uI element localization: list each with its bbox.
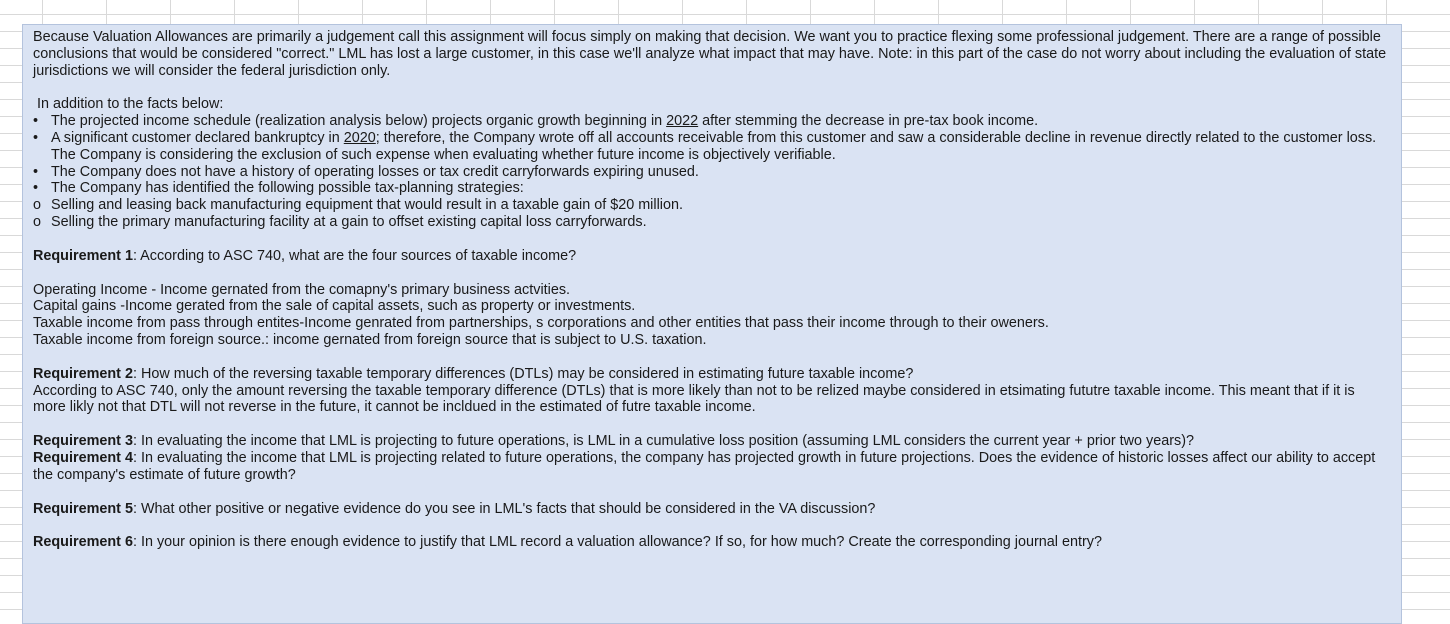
strategy-item: o Selling the primary manufacturing facility at a gain to offset existing capital loss carryforwards.: [33, 213, 647, 230]
strategy-item: o Selling and leasing back manufacturing equipment that would result in a taxable gain of $20 million.: [33, 197, 683, 214]
requirement-label: Requirement 5: [33, 500, 133, 517]
fact-item: • The Company does not have a history of operating losses or tax credit carryforwards expiring unused.: [33, 163, 699, 180]
requirement-label: Requirement 1: [33, 247, 133, 264]
requirement-label: Requirement 6: [33, 534, 133, 551]
facts-header: In addition to the facts below:: [37, 96, 224, 113]
req1-answer-line: Capital gains -Income gerated from the sale of capital assets, such as property or investments.: [33, 298, 636, 315]
requirement-1: Requirement 1: According to ASC 740, what are the four sources of taxable income?: [33, 247, 577, 264]
requirement-6: Requirement 6: In your opinion is there enough evidence to justify that LML record a valuation allowance? If so, for how much? Create the corresponding journal entry?: [33, 534, 1102, 551]
fact-item: • The Company has identified the following possible tax-planning strategies:: [33, 180, 524, 197]
bullet-icon: •: [33, 163, 39, 180]
bullet-icon: •: [33, 113, 39, 130]
requirement-label: Requirement 4: [33, 449, 133, 466]
bullet-icon: •: [33, 129, 39, 146]
bullet-icon: •: [33, 180, 39, 197]
requirement-4: Requirement 4: In evaluating the income that LML is projecting related to future operations, the company has projected growth in future projections. Does the evidence of historic losses affect our ability to accept the company's estimate of future growth?: [33, 449, 1376, 483]
req1-answer-line: Taxable income from pass through entites-Income genrated from partnerships, s corporations and other entities that pass their income through to their oweners.: [33, 315, 1049, 332]
requirement-label: Requirement 3: [33, 433, 133, 450]
requirement-label: Requirement 2: [33, 365, 133, 382]
fact-item: • A significant customer declared bankruptcy in 2020; therefore, the Company wrote off all accounts receivable from this customer and saw a considerable decline in revenue directly related to the customer loss. The Company is considering the exclusion of such expense when evaluating whether future income is objectively verifiable.: [33, 129, 1377, 163]
fact-year: 2022: [666, 113, 699, 130]
requirement-2: Requirement 2: How much of the reversing taxable temporary differences (DTLs) may be considered in estimating future taxable income?: [33, 365, 914, 382]
sub-bullet-icon: o: [33, 213, 42, 230]
requirement-3: Requirement 3: In evaluating the income that LML is projecting to future operations, is LML in a cumulative loss position (assuming LML considers the current year + prior two years)?: [33, 433, 1194, 450]
fact-year: 2020: [343, 129, 376, 146]
req2-answer: According to ASC 740, only the amount reversing the taxable temporary difference (DTLs) that is more likely than not to be relized maybe considered in etsimating fututre taxable income. This meant that if it is more likly not that DTL will not reverse in the future, it cannot be incldued in the estimated of futre taxable income.: [33, 382, 1355, 416]
fact-item: • The projected income schedule (realization analysis below) projects organic growth beginning in 2022 after stemming the decrease in pre-tax book income.: [33, 113, 1039, 130]
req1-answer-line: Operating Income - Income gernated from the comapny's primary business actvities.: [33, 281, 571, 298]
intro-paragraph: Because Valuation Allowances are primarily a judgement call this assignment will focus simply on making that decision. We want you to practice flexing some professional judgement. There are a range of possible conclusions that would be considered "correct." LML has lost a large customer, in this case we'll analyze what impact that may have. Note: in this part of the case do not worry about including the evaluation of state jurisdictions we will consider the federal jurisdiction only.: [33, 29, 1387, 79]
req1-answer-line: Taxable income from foreign source.: income gernated from foreign source that is subject to U.S. taxation.: [33, 331, 707, 348]
sub-bullet-icon: o: [33, 197, 42, 214]
requirement-5: Requirement 5: What other positive or negative evidence do you see in LML's facts that should be considered in the VA discussion?: [33, 500, 876, 517]
assignment-text-box[interactable]: [22, 24, 1402, 624]
